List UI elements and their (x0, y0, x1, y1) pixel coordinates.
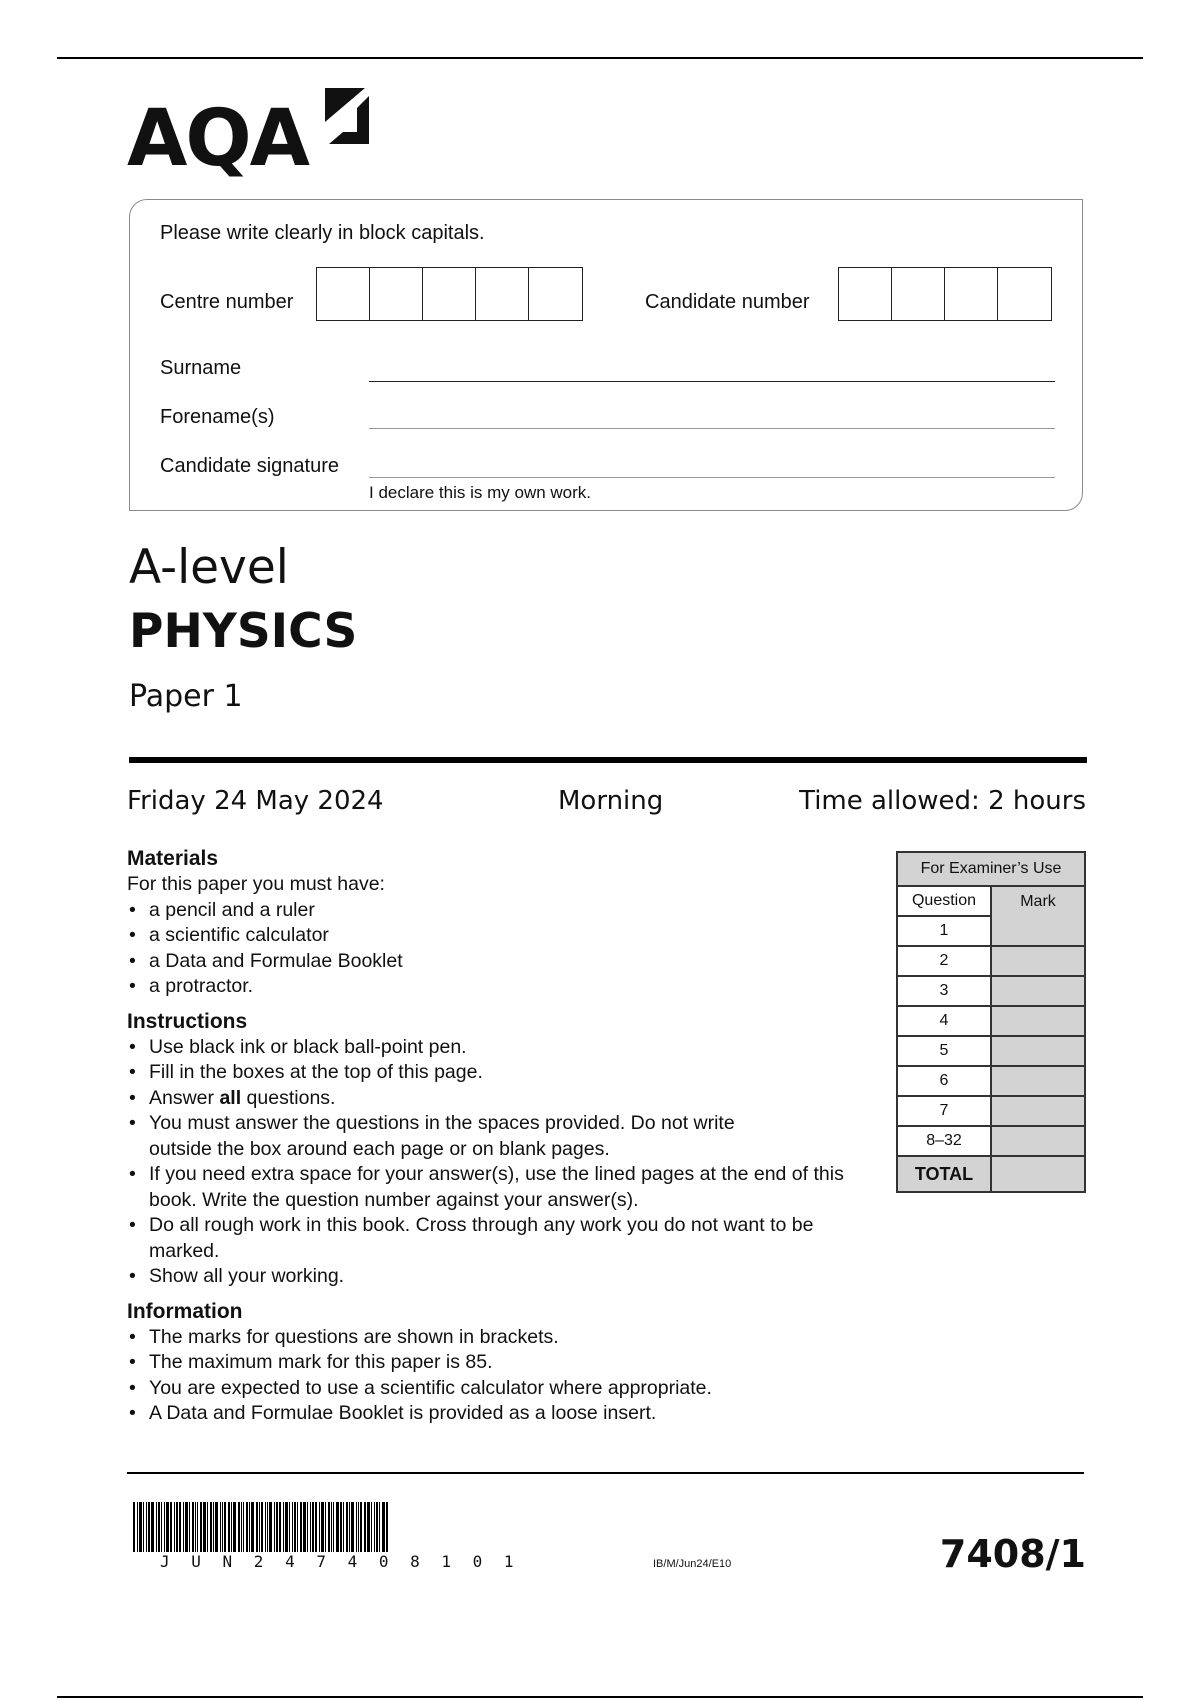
barcode-bar (376, 1502, 378, 1552)
barcode-text: J U N 2 4 7 4 0 8 1 0 1 (160, 1552, 520, 1571)
centre-digit-box[interactable] (423, 268, 476, 320)
barcode-bar (137, 1502, 138, 1552)
barcode-bar (367, 1502, 370, 1552)
barcode-bar (382, 1502, 385, 1552)
document-reference: IB/M/Jun24/E10 (653, 1558, 732, 1570)
barcode-bar (312, 1502, 314, 1552)
barcode-bar (279, 1502, 281, 1552)
examiner-use-table (896, 851, 1086, 1193)
barcode-bar (285, 1502, 288, 1552)
barcode-bar (158, 1502, 160, 1552)
list-item: • The marks for questions are shown in brackets. (127, 1325, 867, 1351)
list-item: • a scientific calculator (127, 923, 867, 949)
barcode-bar (220, 1502, 221, 1552)
barcode-bar (343, 1502, 344, 1552)
qualification-level: A-level (129, 540, 289, 595)
barcode-bar (300, 1502, 302, 1552)
list-item: • Do all rough work in this book. Cross through any work you do not want to be marked. (127, 1213, 867, 1264)
barcode-bar (379, 1502, 380, 1552)
logo-text: AQA (127, 94, 309, 184)
barcode-bar (203, 1502, 206, 1552)
barcode-bar (156, 1502, 157, 1552)
barcode-bar (265, 1502, 266, 1552)
barcode-bar (351, 1502, 354, 1552)
barcode-bar (189, 1502, 190, 1552)
list-item: • a pencil and a ruler (127, 898, 867, 924)
logo-mark-icon (317, 86, 377, 146)
mark-cell (991, 1066, 1085, 1096)
total-mark-cell (991, 1156, 1085, 1192)
barcode-bar (151, 1502, 154, 1552)
barcode-bar (179, 1502, 181, 1552)
question-number-cell: 7 (897, 1096, 991, 1126)
mark-cell (991, 976, 1085, 1006)
mark-cell (991, 946, 1085, 976)
examiner-table-title: For Examiner’s Use (897, 852, 1085, 886)
barcode-bar (233, 1502, 236, 1552)
barcode-bar (340, 1502, 342, 1552)
barcode-bar (228, 1502, 230, 1552)
top-rule (57, 57, 1143, 59)
candidate-digit-box[interactable] (892, 268, 945, 320)
barcode-bar (222, 1502, 223, 1552)
barcode-bar (183, 1502, 184, 1552)
barcode-bar (276, 1502, 278, 1552)
barcode-bar (269, 1502, 272, 1552)
barcode-bar (148, 1502, 150, 1552)
barcode (133, 1502, 389, 1552)
barcode-bar (321, 1502, 324, 1552)
barcode-bar (292, 1502, 293, 1552)
barcode-bar (307, 1502, 308, 1552)
barcode-bar (238, 1502, 240, 1552)
barcode-bar (336, 1502, 339, 1552)
centre-number-label: Centre number (160, 291, 294, 313)
centre-digit-box[interactable] (317, 268, 370, 320)
instructions-heading: Instructions (127, 1009, 248, 1033)
barcode-bar (267, 1502, 268, 1552)
barcode-bar (303, 1502, 306, 1552)
barcode-bar (143, 1502, 144, 1552)
candidate-number-boxes[interactable] (838, 267, 1052, 321)
centre-number-boxes[interactable] (316, 267, 583, 321)
mark-cell (991, 1126, 1085, 1156)
barcode-bar (315, 1502, 317, 1552)
list-item: • The maximum mark for this paper is 85. (127, 1350, 867, 1376)
barcode-bar (231, 1502, 232, 1552)
exam-session: Morning (558, 786, 664, 816)
barcode-bar (207, 1502, 208, 1552)
list-item: • a Data and Formulae Booklet (127, 949, 867, 975)
barcode-bar (346, 1502, 348, 1552)
declaration-text: I declare this is my own work. (369, 483, 592, 502)
barcode-bar (241, 1502, 242, 1552)
barcode-bar (176, 1502, 178, 1552)
barcode-bar (185, 1502, 188, 1552)
list-item: • Fill in the boxes at the top of this page. (127, 1060, 867, 1086)
candidate-digit-box[interactable] (945, 268, 998, 320)
barcode-bar (164, 1502, 165, 1552)
mark-cell (991, 1036, 1085, 1066)
list-item: • If you need extra space for your answer(s), use the lined pages at the end of this book. Write the question number against your answer(s). (127, 1162, 867, 1213)
information-list (127, 1325, 867, 1427)
forenames-label: Forename(s) (160, 406, 275, 428)
barcode-bar (166, 1502, 169, 1552)
mark-cell (991, 1006, 1085, 1036)
subject-title: PHYSICS (129, 604, 358, 659)
barcode-bar (256, 1502, 258, 1552)
forenames-field[interactable] (369, 428, 1055, 429)
barcode-bar (325, 1502, 326, 1552)
barcode-bar (297, 1502, 298, 1552)
total-label-cell: TOTAL (897, 1156, 991, 1192)
information-heading: Information (127, 1299, 243, 1323)
signature-label: Candidate signature (160, 455, 340, 477)
paper-name: Paper 1 (129, 679, 243, 714)
barcode-bar (146, 1502, 147, 1552)
barcode-bar (243, 1502, 244, 1552)
question-number-cell: 2 (897, 946, 991, 976)
barcode-bar (360, 1502, 362, 1552)
barcode-bar (371, 1502, 372, 1552)
list-item: • Show all your working. (127, 1264, 867, 1290)
barcode-bar (200, 1502, 202, 1552)
barcode-bar (215, 1502, 218, 1552)
list-item: • A Data and Formulae Booklet is provided as a loose insert. (127, 1401, 867, 1427)
list-item: • Use black ink or black ball-point pen. (127, 1035, 867, 1061)
exam-details (127, 846, 867, 1427)
question-number-cell: 1 (897, 916, 991, 946)
barcode-bar (289, 1502, 290, 1552)
barcode-bar (195, 1502, 196, 1552)
barcode-bar (251, 1502, 254, 1552)
title-rule (129, 757, 1087, 763)
barcode-bar (349, 1502, 350, 1552)
list-item: • Answer all questions. (127, 1086, 867, 1112)
barcode-bar (364, 1502, 366, 1552)
time-allowed: Time allowed: 2 hours (799, 786, 1086, 816)
barcode-bar (294, 1502, 296, 1552)
materials-heading: Materials (127, 847, 219, 870)
barcode-bar (274, 1502, 275, 1552)
barcode-bar (259, 1502, 260, 1552)
barcode-bar (386, 1502, 388, 1552)
barcode-bar (261, 1502, 263, 1552)
barcode-bar (161, 1502, 162, 1552)
bottom-rule (57, 1696, 1143, 1698)
mark-cell (991, 1096, 1085, 1126)
list-item: • You are expected to use a scientific calculator where appropriate. (127, 1376, 867, 1402)
barcode-bar (283, 1502, 284, 1552)
barcode-bar (213, 1502, 214, 1552)
barcode-bar (310, 1502, 311, 1552)
barcode-bar (331, 1502, 332, 1552)
mark-column-header: Mark (991, 886, 1085, 946)
centre-digit-box[interactable] (529, 268, 582, 320)
materials-list (127, 898, 867, 1000)
barcode-bar (319, 1502, 320, 1552)
barcode-bar (333, 1502, 334, 1552)
candidate-number-label: Candidate number (645, 291, 810, 313)
footer-rule (127, 1472, 1084, 1474)
materials-intro: For this paper you must have: (127, 873, 385, 895)
paper-code: 7408/1 (939, 1532, 1086, 1576)
barcode-bar (249, 1502, 250, 1552)
question-number-cell: 6 (897, 1066, 991, 1096)
barcode-bar (139, 1502, 142, 1552)
instructions-list (127, 1035, 867, 1290)
barcode-bar (224, 1502, 226, 1552)
question-number-cell: 5 (897, 1036, 991, 1066)
candidate-digit-box[interactable] (998, 268, 1051, 320)
barcode-bar (374, 1502, 375, 1552)
barcode-bar (356, 1502, 357, 1552)
surname-field[interactable] (369, 381, 1055, 382)
candidate-digit-box[interactable] (839, 268, 892, 320)
question-number-cell: 8–32 (897, 1126, 991, 1156)
question-column-header: Question (897, 886, 991, 916)
exam-date: Friday 24 May 2024 (127, 786, 384, 816)
barcode-bar (192, 1502, 194, 1552)
block-capitals-instruction: Please write clearly in block capitals. (160, 222, 485, 244)
list-item: • a protractor. (127, 974, 867, 1000)
barcode-bar (358, 1502, 359, 1552)
barcode-bar (170, 1502, 172, 1552)
surname-label: Surname (160, 357, 242, 379)
aqa-logo (127, 86, 377, 184)
barcode-bar (133, 1502, 135, 1552)
question-number-cell: 3 (897, 976, 991, 1006)
question-number-cell: 4 (897, 1006, 991, 1036)
list-item: • You must answer the questions in the spaces provided. Do not write outside the box around each page or on blank pages. (127, 1111, 867, 1162)
signature-field[interactable] (369, 477, 1055, 478)
centre-digit-box[interactable] (476, 268, 529, 320)
barcode-bar (246, 1502, 248, 1552)
barcode-bar (328, 1502, 330, 1552)
centre-digit-box[interactable] (370, 268, 423, 320)
barcode-bar (197, 1502, 198, 1552)
barcode-bar (210, 1502, 212, 1552)
barcode-bar (174, 1502, 175, 1552)
